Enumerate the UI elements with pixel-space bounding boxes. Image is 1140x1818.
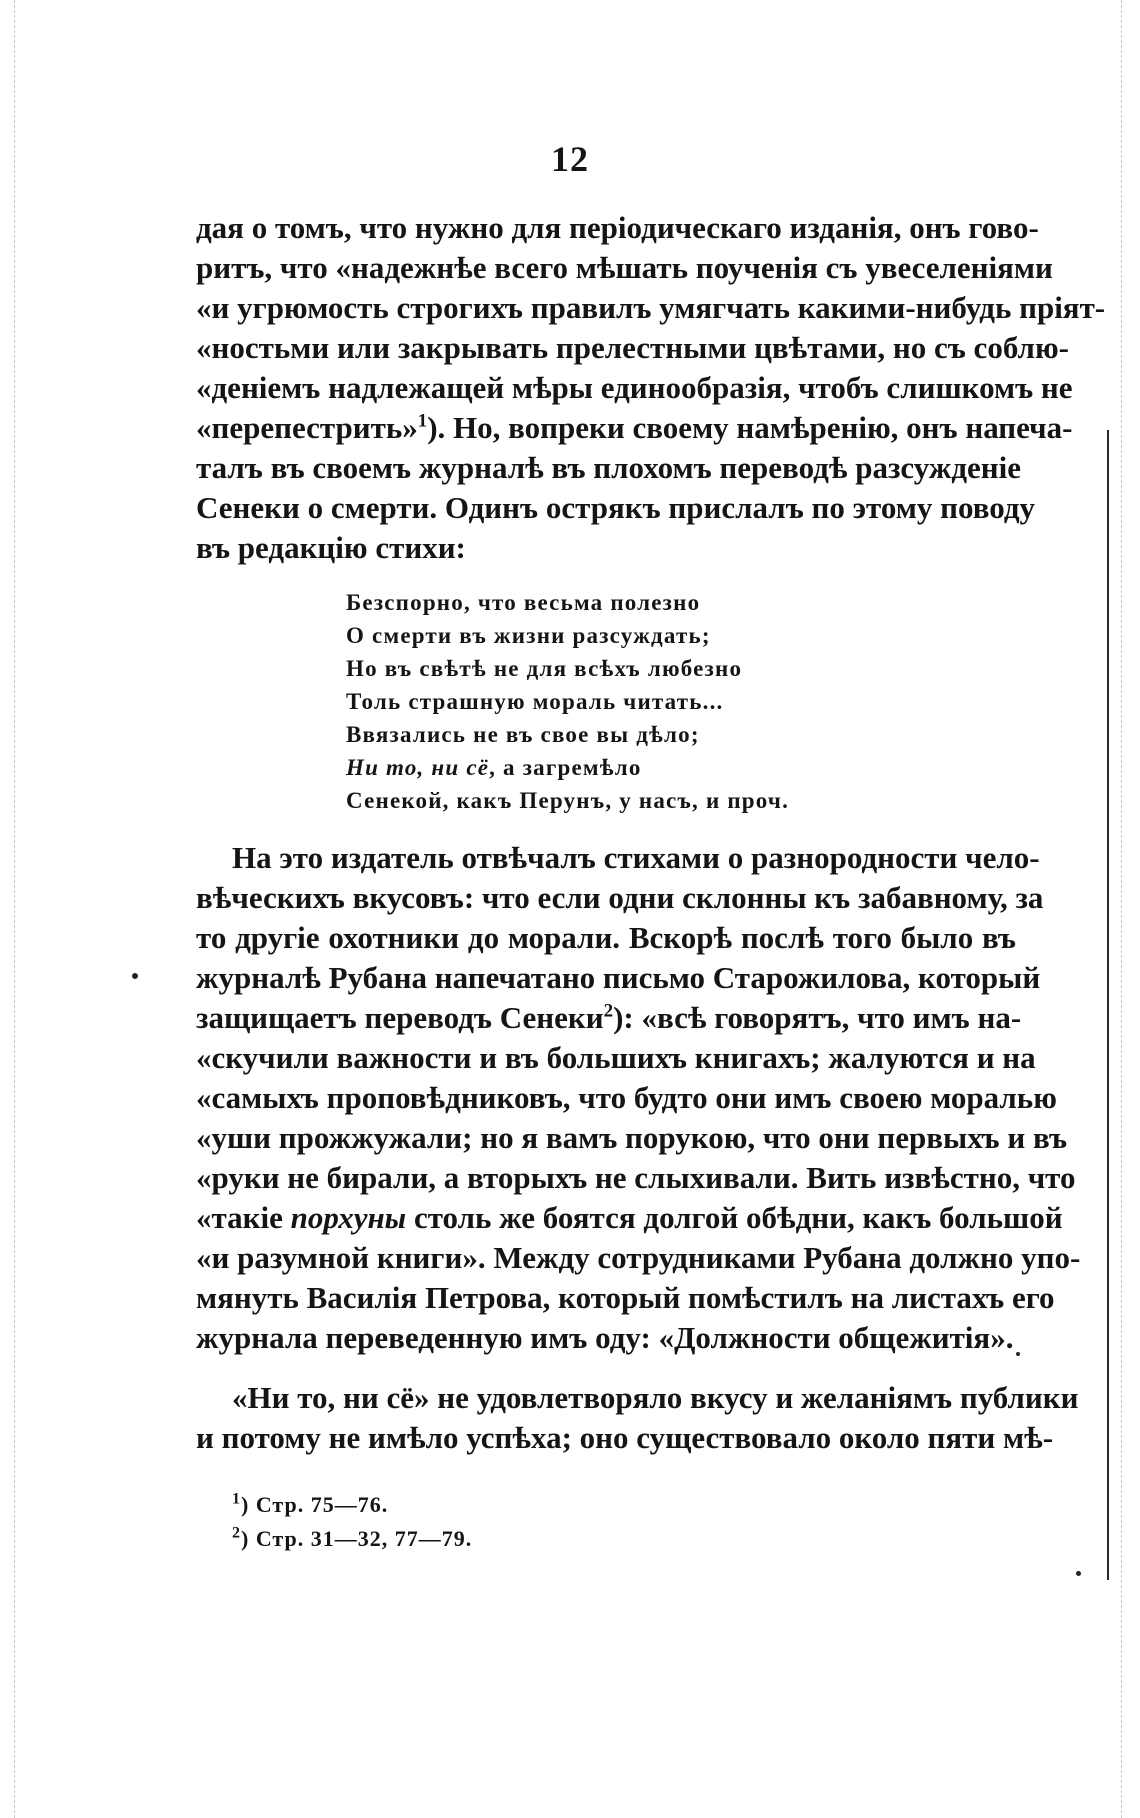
footnote bbox=[232, 1490, 388, 1520]
text-segment: ). Но, вопреки своему намѣренію, онъ напеча- bbox=[427, 410, 1073, 445]
text-segment: «перепестрить» bbox=[196, 410, 418, 445]
text-line: ритъ, что «надежнѣе всего мѣшать поученія съ увеселеніями bbox=[196, 250, 1053, 285]
verse-line: Но въ свѣтѣ не для всѣхъ любезно bbox=[346, 656, 743, 681]
footnote-text: ) Стр. 75—76. bbox=[241, 1492, 389, 1517]
verse-line: Безспорно, что весьма полезно bbox=[346, 590, 701, 615]
footnote-text: ) Стр. 31—32, 77—79. bbox=[241, 1526, 473, 1551]
text-line: «и разумной книги». Между сотрудниками Рубана должно упо- bbox=[196, 1240, 1081, 1275]
page-number: 12 bbox=[551, 139, 589, 179]
verse-line: Ввязались не въ свое вы дѣло; bbox=[346, 722, 700, 747]
footnote-mark: 2 bbox=[232, 1524, 241, 1542]
verse-line: Толь страшную мораль читать... bbox=[346, 689, 724, 714]
text-line: талъ въ своемъ журналѣ въ плохомъ переводѣ разсужденіе bbox=[196, 450, 1021, 485]
text-line: «и угрюмость строгихъ правилъ умягчать какими-нибудь пріят- bbox=[196, 290, 1106, 325]
scan-speck bbox=[1076, 1571, 1081, 1576]
text-line: «руки не бирали, а вторыхъ не слыхивали. Вить извѣстно, что bbox=[196, 1160, 1076, 1195]
text-segment: защищаетъ переводъ Сенеки bbox=[196, 1000, 604, 1035]
text-line: журнала переведенную имъ оду: «Должности общежитія». bbox=[196, 1320, 1014, 1355]
footnote-ref[interactable]: 2 bbox=[603, 1000, 614, 1022]
footnote-ref[interactable]: 1 bbox=[417, 410, 428, 432]
text-line: «самыхъ проповѣдниковъ, что будто они имъ своею моралью bbox=[196, 1080, 1057, 1115]
text-line: «Ни то, ни сё» не удовлетворяло вкусу и желаніямъ публики bbox=[232, 1380, 1079, 1415]
text-line: вѣческихъ вкусовъ: что если одни склонны къ забавному, за bbox=[196, 880, 1044, 915]
text-line: Сенеки о смерти. Одинъ острякъ прислалъ по этому поводу bbox=[196, 490, 1036, 525]
text-line: «уши прожжужали; но я вамъ порукою, что они первыхъ и въ bbox=[196, 1120, 1068, 1155]
footnote-mark: 1 bbox=[232, 1490, 241, 1508]
text-line: въ редакцію стихи: bbox=[196, 530, 466, 565]
italic-segment: порхуны bbox=[290, 1200, 407, 1235]
text-line: дая о томъ, что нужно для періодическаго изданія, онъ гово- bbox=[196, 210, 1039, 245]
verse-line: О смерти въ жизни разсуждать; bbox=[346, 623, 711, 648]
verse-line bbox=[346, 753, 642, 783]
text-segment: «такіе bbox=[196, 1200, 291, 1235]
scan-speck bbox=[132, 973, 138, 979]
scan-margin-rule bbox=[1107, 430, 1109, 1580]
text-line: то другіе охотники до морали. Вскорѣ послѣ того было въ bbox=[196, 920, 1016, 955]
footnote bbox=[232, 1524, 472, 1554]
text-line: журналѣ Рубана напечатано письмо Старожилова, который bbox=[196, 960, 1041, 995]
text-line: «скучили важности и въ большихъ книгахъ; жалуются и на bbox=[196, 1040, 1036, 1075]
scan-speck bbox=[1016, 1352, 1020, 1356]
text-line: «ностьми или закрывать прелестными цвѣтами, но съ соблю- bbox=[196, 330, 1069, 365]
text-line: и потому не имѣло успѣха; оно существовало около пяти мѣ- bbox=[196, 1420, 1054, 1455]
text-segment: столь же боятся долгой обѣдни, какъ большой bbox=[406, 1200, 1063, 1235]
text-segment: , а загремѣло bbox=[489, 755, 642, 780]
text-line: мянуть Василія Петрова, который помѣстилъ на листахъ его bbox=[196, 1280, 1055, 1315]
verse-line: Сенекой, какъ Перунъ, у насъ, и проч. bbox=[346, 788, 790, 813]
text-line bbox=[196, 998, 1022, 1038]
text-line bbox=[196, 408, 1073, 448]
text-line bbox=[196, 1198, 1063, 1238]
italic-segment: Ни то, ни сё bbox=[346, 755, 490, 780]
text-line: «деніемъ надлежащей мѣры единообразія, чтобъ слишкомъ не bbox=[196, 370, 1073, 405]
text-segment: ): «всѣ говорятъ, что имъ на- bbox=[613, 1000, 1022, 1035]
page-edge-left bbox=[14, 0, 15, 1818]
text-line: На это издатель отвѣчалъ стихами о разнородности чело- bbox=[232, 840, 1040, 875]
page-edge-right bbox=[1121, 0, 1122, 1818]
